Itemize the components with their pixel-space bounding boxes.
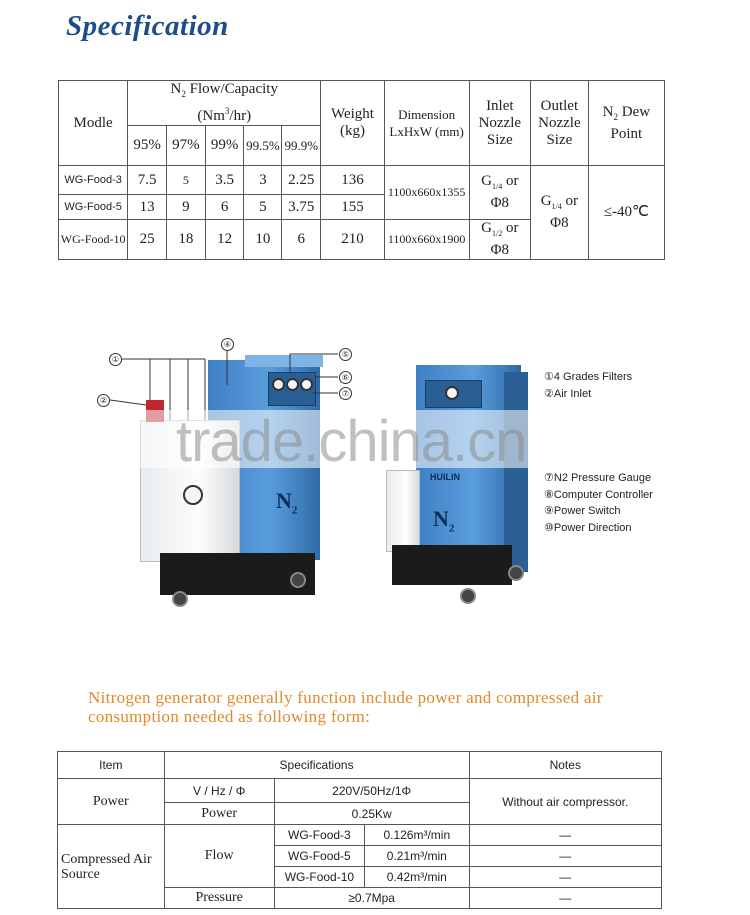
air-source-label: Compressed Air Source [58,825,165,909]
flow-cell: 5 [244,195,282,220]
flow-model: WG-Food-10 [274,867,364,888]
header-purity: 99.9% [282,126,321,166]
cabinet-label-left: $N_2$ [276,488,298,517]
flow-cell: 13 [128,195,167,220]
model-cell: WG-Food-10 [59,220,128,260]
legend-item: ⑦N2 Pressure Gauge [544,472,652,484]
outlet-cell: $G_{1/4}$ or Φ8 [531,166,589,260]
wheel-icon [460,588,476,604]
flow-cell: 18 [166,220,205,260]
header-model: Modle [59,81,128,166]
flow-value: 0.21m³/min [365,846,470,867]
callout-number: ④ [221,338,234,351]
pressure-note: — [469,888,661,909]
vhz-label: V / Hz / Φ [164,779,274,803]
dew-point-cell: ≤-40℃ [588,166,664,260]
callout-number: ② [97,394,110,407]
header-weight: Weight (kg) [321,81,384,166]
callout-number: ⑥ [339,371,352,384]
callout-number: ① [109,353,122,366]
header-notes: Notes [469,752,661,779]
power-value: 0.25Kw [274,803,469,825]
flow-note: — [469,825,661,846]
legend-item: ⑨Power Switch [544,505,621,517]
weight-cell: 136 [321,166,384,195]
air-dryer-box-right [386,470,420,552]
callout-number: ⑤ [339,348,352,361]
machine-base-right [392,545,512,585]
flow-cell: 3 [244,166,282,195]
callout-number: ⑦ [339,387,352,400]
brand-label: HUILIN [430,472,460,482]
inlet-cell: $G_{1/4}$ or Φ8 [469,166,531,220]
pressure-gauge-icon [445,386,459,400]
flow-cell: 25 [128,220,167,260]
header-purity: 99% [205,126,244,166]
header-inlet: Inlet Nozzle Size [469,81,531,166]
flow-cell: 9 [166,195,205,220]
power-note: Without air compressor. [469,779,661,825]
flow-label: Flow [164,825,274,888]
flow-cell: 2.25 [282,166,321,195]
page-title: Specification [66,10,229,42]
flow-model: WG-Food-5 [274,846,364,867]
pressure-value: ≥0.7Mpa [274,888,469,909]
header-flow: $N_2$ Flow/Capacity (Nm$^3$/hr) [128,81,321,126]
flow-model: WG-Food-3 [274,825,364,846]
flow-cell: 6 [282,220,321,260]
header-outlet: Outlet Nozzle Size [531,81,589,166]
header-purity: 97% [166,126,205,166]
legend-item: ①4 Grades Filters [544,371,633,383]
flow-note: — [469,846,661,867]
legend-item: ⑧Computer Controller [544,489,653,501]
weight-cell: 210 [321,220,384,260]
flow-note: — [469,867,661,888]
inlet-cell: $G_{1/2}$ or Φ8 [469,220,531,260]
power-label: Power [58,779,165,825]
legend-item: ②Air Inlet [544,388,592,400]
cabinet-label-right: $N_2$ [433,506,455,535]
flow-cell: 5 [166,166,205,195]
header-dimension: Dimension LxHxW (mm) [384,81,469,166]
flow-cell: 3.5 [205,166,244,195]
consumption-table [57,751,662,909]
watermark: trade.china.cn [176,409,527,474]
flow-cell: 7.5 [128,166,167,195]
header-dew-point: $N_2$ Dew Point [588,81,664,166]
flow-cell: 10 [244,220,282,260]
legend-item: ⑩Power Direction [544,522,632,534]
header-specifications: Specifications [164,752,469,779]
header-item: Item [58,752,165,779]
pressure-label: Pressure [164,888,274,909]
model-cell: WG-Food-5 [59,195,128,220]
flow-cell: 3.75 [282,195,321,220]
flow-cell: 12 [205,220,244,260]
table-row [58,825,662,846]
flow-cell: 6 [205,195,244,220]
consumption-note: Nitrogen generator generally function include power and compressed air consumption needed as following form: [88,688,603,726]
flow-value: 0.42m³/min [365,867,470,888]
power-sub-label: Power [164,803,274,825]
vhz-value: 220V/50Hz/1Φ [274,779,469,803]
dimension-cell: 1100x660x1355 [384,166,469,220]
wheel-icon [508,565,524,581]
dimension-cell: 1100x660x1900 [384,220,469,260]
weight-cell: 155 [321,195,384,220]
flow-value: 0.126m³/min [365,825,470,846]
model-cell: WG-Food-3 [59,166,128,195]
header-purity: 99.5% [244,126,282,166]
header-purity: 95% [128,126,167,166]
